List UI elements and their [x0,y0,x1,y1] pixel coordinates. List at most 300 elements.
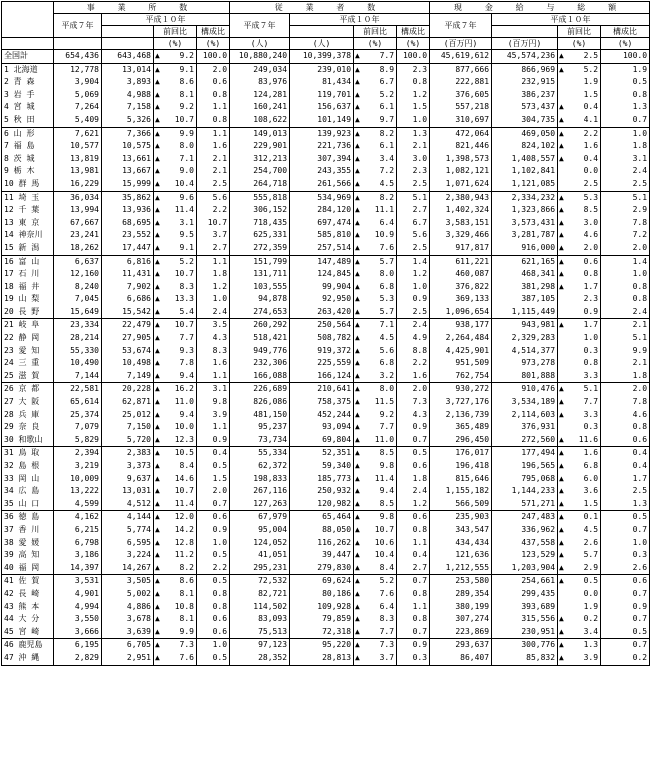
est-h7-cell: 13,819 [54,153,102,166]
table-row [2,178,650,191]
est-h10-cell: 2,951 [102,652,154,665]
prefecture-cell: 28 兵 庫 [2,409,54,422]
emp-prev-ratio-cell [354,396,397,409]
emp-composition-cell: 2.4 [397,485,430,498]
est-composition-cell: 1.1 [197,370,230,383]
wage-composition-cell: 1.7 [601,473,650,486]
table-row [2,319,650,332]
emp-h10-cell: 92,950 [290,293,354,306]
value: 3.3 [583,409,599,419]
value: 3.4 [379,153,395,163]
emp-prev-ratio-cell [354,140,397,153]
est-prev-ratio-cell [154,357,197,370]
wage-h7-cell: 2,264,484 [430,332,492,345]
decrease-triangle-icon: ▲ [559,537,564,547]
value: 4.1 [583,114,599,124]
wage-h10-cell: 1,144,233 [492,485,558,498]
emp-h7-cell: 306,152 [230,204,290,217]
decrease-triangle-icon: ▲ [559,281,564,291]
emp-composition-cell: 7.3 [397,396,430,409]
emp-h7-cell: 83,976 [230,76,290,89]
emp-h10-cell: 65,464 [290,511,354,524]
wage-composition-cell: 0.7 [601,613,650,626]
header-composition: 構成比 [601,26,650,38]
decrease-triangle-icon: ▲ [155,486,160,496]
wage-prev-ratio-cell [558,165,601,178]
est-prev-ratio-cell [154,50,197,64]
wage-h7-cell: 45,619,612 [430,50,492,64]
emp-composition-cell: 0.9 [397,421,430,434]
decrease-triangle-icon: ▲ [355,294,360,304]
wage-prev-ratio-cell [558,575,601,588]
emp-composition-cell: 1.5 [397,101,430,114]
wage-prev-ratio-cell [558,114,601,127]
prefecture-cell: 19 山 梨 [2,293,54,306]
emp-composition-cell: 1.6 [397,370,430,383]
decrease-triangle-icon: ▲ [559,114,564,124]
emp-prev-ratio-cell [354,229,397,242]
emp-h7-cell: 62,372 [230,460,290,473]
table-row [2,549,650,562]
table-row [2,396,650,409]
header-unit-pct: (%) [354,38,397,50]
wage-h7-cell: 762,754 [430,370,492,383]
value: 11.5 [374,397,395,407]
est-prev-ratio-cell [154,165,197,178]
decrease-triangle-icon: ▲ [559,230,564,240]
est-h10-cell: 25,012 [102,409,154,422]
est-h10-cell: 6,686 [102,293,154,306]
wage-prev-ratio-cell [558,357,601,370]
emp-prev-ratio-cell [354,127,397,140]
prefecture-cell: 40 福 岡 [2,562,54,575]
wage-prev-ratio-cell [558,319,601,332]
est-h10-cell: 643,468 [102,50,154,64]
est-prev-ratio-cell [154,498,197,511]
decrease-triangle-icon: ▲ [355,652,360,662]
decrease-triangle-icon: ▲ [559,269,564,279]
decrease-triangle-icon: ▲ [355,242,360,252]
value: 7.7 [583,397,599,407]
emp-composition-cell: 5.6 [397,229,430,242]
emp-h10-cell: 250,932 [290,485,354,498]
wage-h7-cell: 222,881 [430,76,492,89]
decrease-triangle-icon: ▲ [559,128,564,138]
decrease-triangle-icon: ▲ [155,205,160,215]
table-row [2,421,650,434]
value: 1.9 [583,77,599,87]
wage-prev-ratio-cell [558,50,601,64]
emp-composition-cell: 4.3 [397,409,430,422]
emp-prev-ratio-cell [354,473,397,486]
est-prev-ratio-cell [154,114,197,127]
wage-h10-cell: 386,237 [492,89,558,102]
header-composition: 構成比 [197,26,230,38]
wage-composition-cell: 0.5 [601,511,650,524]
value: 11.2 [174,550,194,560]
emp-h7-cell: 95,004 [230,524,290,537]
est-h7-cell: 14,397 [54,562,102,575]
value: 11.1 [374,205,395,215]
emp-composition-cell: 6.7 [397,217,430,230]
prefecture-cell: 41 佐 賀 [2,575,54,588]
header-blank [102,26,154,38]
value: 10.8 [174,601,194,611]
wage-composition-cell: 0.2 [601,652,650,665]
decrease-triangle-icon: ▲ [155,192,160,202]
est-h10-cell: 7,366 [102,127,154,140]
emp-composition-cell: 3.0 [397,153,430,166]
emp-composition-cell: 0.9 [397,293,430,306]
value: 10.7 [174,114,194,124]
est-h10-cell: 4,144 [102,511,154,524]
est-prev-ratio-cell [154,409,197,422]
est-h7-cell: 5,829 [54,434,102,447]
decrease-triangle-icon: ▲ [355,524,360,534]
wage-h10-cell: 2,329,283 [492,332,558,345]
wage-h7-cell: 369,133 [430,293,492,306]
decrease-triangle-icon: ▲ [355,306,360,316]
est-prev-ratio-cell [154,562,197,575]
value: 11.4 [174,498,194,508]
est-h10-cell: 2,383 [102,447,154,460]
emp-h10-cell: 39,447 [290,549,354,562]
value: 7.7 [379,422,395,432]
emp-h10-cell: 225,559 [290,357,354,370]
wage-prev-ratio-cell [558,447,601,460]
est-h10-cell: 53,674 [102,345,154,358]
wage-prev-ratio-cell [558,281,601,294]
est-h10-cell: 4,988 [102,89,154,102]
wage-composition-cell: 5.1 [601,191,650,204]
wage-h7-cell: 821,446 [430,140,492,153]
value: 8.4 [379,562,395,572]
wage-composition-cell: 2.1 [601,319,650,332]
est-composition-cell: 0.8 [197,601,230,614]
value: 8.0 [179,141,194,151]
wage-composition-cell: 7.8 [601,217,650,230]
emp-h10-cell: 124,845 [290,268,354,281]
est-composition-cell: 8.3 [197,345,230,358]
emp-h10-cell: 93,094 [290,421,354,434]
wage-h7-cell: 307,274 [430,613,492,626]
est-h10-cell: 7,902 [102,281,154,294]
emp-h7-cell: 75,513 [230,626,290,639]
wage-composition-cell: 2.1 [601,357,650,370]
est-h10-cell: 11,431 [102,268,154,281]
est-composition-cell: 10.7 [197,217,230,230]
value: 9.5 [179,230,194,240]
wage-h10-cell: 437,558 [492,537,558,550]
header-unit-blank [54,38,102,50]
prefecture-cell: 31 鳥 取 [2,447,54,460]
wage-h10-cell: 272,560 [492,434,558,447]
value: 6.1 [379,102,395,112]
est-composition-cell: 2.0 [197,63,230,76]
emp-composition-cell: 1.0 [397,281,430,294]
est-h10-cell: 5,720 [102,434,154,447]
est-prev-ratio-cell [154,101,197,114]
value: 14.6 [174,473,194,483]
wage-h10-cell: 621,165 [492,255,558,268]
emp-h10-cell: 585,810 [290,229,354,242]
wage-composition-cell: 0.4 [601,447,650,460]
emp-h7-cell: 555,818 [230,191,290,204]
wage-h7-cell: 289,354 [430,588,492,601]
decrease-triangle-icon: ▲ [155,320,160,330]
table-row [2,217,650,230]
est-prev-ratio-cell [154,626,197,639]
table-row [2,370,650,383]
est-h7-cell: 3,550 [54,613,102,626]
prefecture-cell: 24 三 重 [2,357,54,370]
est-h10-cell: 3,893 [102,76,154,89]
wage-composition-cell: 0.8 [601,293,650,306]
est-prev-ratio-cell [154,281,197,294]
emp-h7-cell: 73,734 [230,434,290,447]
est-h7-cell: 5,069 [54,89,102,102]
decrease-triangle-icon: ▲ [155,498,160,508]
wage-h7-cell: 4,425,901 [430,345,492,358]
emp-h7-cell: 114,502 [230,601,290,614]
wage-h7-cell: 1,082,121 [430,165,492,178]
emp-h10-cell: 59,340 [290,460,354,473]
emp-h7-cell: 229,901 [230,140,290,153]
value: 9.2 [179,102,194,112]
value: 12.0 [174,512,194,522]
wage-composition-cell: 5.1 [601,332,650,345]
prefecture-cell: 35 山 口 [2,498,54,511]
prefecture-cell: 2 青 森 [2,76,54,89]
value: 6.4 [379,601,395,611]
est-h7-cell: 22,581 [54,383,102,396]
table-row [2,485,650,498]
wage-prev-ratio-cell [558,255,601,268]
est-h10-cell: 6,816 [102,255,154,268]
wage-h7-cell: 365,489 [430,421,492,434]
header-prev-ratio: 前回比 [558,26,601,38]
est-prev-ratio-cell [154,396,197,409]
prefecture-cell: 47 沖 縄 [2,652,54,665]
decrease-triangle-icon: ▲ [559,434,564,444]
decrease-triangle-icon: ▲ [355,601,360,611]
emp-composition-cell: 1.2 [397,89,430,102]
value: 2.5 [583,51,599,60]
prefecture-cell: 18 福 井 [2,281,54,294]
table-row [2,242,650,255]
value: 0.3 [583,422,599,432]
decrease-triangle-icon: ▲ [559,461,564,470]
emp-prev-ratio-cell [354,242,397,255]
est-composition-cell: 0.5 [197,652,230,665]
emp-h10-cell: 109,928 [290,601,354,614]
wage-composition-cell: 9.9 [601,345,650,358]
emp-composition-cell: 1.1 [397,601,430,614]
wage-prev-ratio-cell [558,588,601,601]
decrease-triangle-icon: ▲ [355,205,360,215]
value: 8.6 [179,77,194,87]
wage-composition-cell: 0.7 [601,588,650,601]
wage-prev-ratio-cell [558,473,601,486]
est-prev-ratio-cell [154,268,197,281]
decrease-triangle-icon: ▲ [355,345,360,355]
est-composition-cell: 0.4 [197,447,230,460]
wage-prev-ratio-cell [558,268,601,281]
decrease-triangle-icon: ▲ [155,640,160,650]
wage-h7-cell: 121,636 [430,549,492,562]
value: 9.4 [179,370,194,380]
value: 9.2 [179,51,194,60]
wage-composition-cell: 2.6 [601,562,650,575]
decrease-triangle-icon: ▲ [559,473,564,483]
value: 8.9 [379,64,395,74]
wage-composition-cell: 4.6 [601,409,650,422]
wage-prev-ratio-cell [558,498,601,511]
prefecture-cell: 10 群 馬 [2,178,54,191]
decrease-triangle-icon: ▲ [559,486,564,496]
est-h7-cell: 4,901 [54,588,102,601]
est-prev-ratio-cell [154,153,197,166]
est-h7-cell: 55,330 [54,345,102,358]
value: 10.7 [174,269,194,279]
prefecture-cell: 29 奈 良 [2,421,54,434]
emp-h10-cell: 101,149 [290,114,354,127]
table-row [2,76,650,89]
value: 9.4 [379,486,395,496]
est-composition-cell: 9.8 [197,396,230,409]
emp-composition-cell: 0.8 [397,524,430,537]
decrease-triangle-icon: ▲ [155,242,160,252]
value: 5.3 [583,192,599,202]
wage-h10-cell: 571,271 [492,498,558,511]
decrease-triangle-icon: ▲ [155,294,160,304]
value: 10.0 [174,422,194,432]
value: 8.2 [379,128,395,138]
emp-h7-cell: 67,979 [230,511,290,524]
est-composition-cell: 0.6 [197,613,230,626]
emp-prev-ratio-cell [354,191,397,204]
est-h7-cell: 4,162 [54,511,102,524]
decrease-triangle-icon: ▲ [559,409,564,419]
prefecture-cell: 46 鹿児島 [2,639,54,652]
decrease-triangle-icon: ▲ [355,448,360,458]
emp-h10-cell: 116,262 [290,537,354,550]
est-prev-ratio-cell [154,255,197,268]
emp-h7-cell: 249,034 [230,63,290,76]
wage-h10-cell: 315,556 [492,613,558,626]
est-h7-cell: 5,409 [54,114,102,127]
est-composition-cell: 0.7 [197,498,230,511]
decrease-triangle-icon: ▲ [355,320,360,330]
wage-h7-cell: 611,221 [430,255,492,268]
table-row [2,639,650,652]
wage-h10-cell: 824,102 [492,140,558,153]
emp-composition-cell: 2.3 [397,165,430,178]
wage-h7-cell: 566,509 [430,498,492,511]
value: 2.0 [583,242,599,252]
est-composition-cell: 1.5 [197,473,230,486]
prefecture-cell: 13 東 京 [2,217,54,230]
decrease-triangle-icon: ▲ [155,77,160,87]
est-h7-cell: 67,667 [54,217,102,230]
decrease-triangle-icon: ▲ [355,358,360,368]
est-composition-cell: 2.1 [197,165,230,178]
emp-h10-cell: 279,830 [290,562,354,575]
est-composition-cell: 3.9 [197,409,230,422]
value: 0.0 [583,588,599,598]
emp-h10-cell: 250,564 [290,319,354,332]
table-row [2,626,650,639]
emp-prev-ratio-cell [354,383,397,396]
est-composition-cell: 1.6 [197,140,230,153]
value: 8.5 [583,205,599,215]
wage-prev-ratio-cell [558,485,601,498]
wage-composition-cell: 1.8 [601,140,650,153]
table-row [2,281,650,294]
value: 3.9 [583,652,599,662]
prefecture-cell: 11 埼 玉 [2,191,54,204]
wage-h10-cell: 85,832 [492,652,558,665]
decrease-triangle-icon: ▲ [559,397,564,407]
decrease-triangle-icon: ▲ [155,512,160,522]
decrease-triangle-icon: ▲ [355,537,360,547]
wage-h7-cell: 1,071,624 [430,178,492,191]
est-h10-cell: 3,373 [102,460,154,473]
est-h10-cell: 9,637 [102,473,154,486]
value: 9.9 [179,128,194,138]
est-h10-cell: 3,639 [102,626,154,639]
emp-h10-cell: 10,399,378 [290,50,354,64]
wage-prev-ratio-cell [558,242,601,255]
emp-composition-cell: 100.0 [397,50,430,64]
emp-h7-cell: 274,653 [230,306,290,319]
emp-composition-cell: 2.1 [397,140,430,153]
emp-prev-ratio-cell [354,114,397,127]
emp-prev-ratio-cell [354,101,397,114]
table-row [2,140,650,153]
emp-h7-cell: 260,292 [230,319,290,332]
wage-prev-ratio-cell [558,460,601,473]
est-h7-cell: 2,394 [54,447,102,460]
value: 3.4 [583,626,599,636]
decrease-triangle-icon: ▲ [559,640,564,650]
decrease-triangle-icon: ▲ [355,102,360,112]
value: 7.8 [179,358,194,368]
wage-prev-ratio-cell [558,652,601,665]
wage-prev-ratio-cell [558,217,601,230]
emp-h10-cell: 28,813 [290,652,354,665]
value: 11.6 [578,434,599,444]
emp-h10-cell: 99,904 [290,281,354,294]
wage-prev-ratio-cell [558,396,601,409]
decrease-triangle-icon: ▲ [155,128,160,138]
table-row [2,229,650,242]
wage-h7-cell: 460,087 [430,268,492,281]
decrease-triangle-icon: ▲ [355,422,360,432]
decrease-triangle-icon: ▲ [155,178,160,188]
wage-h7-cell: 223,869 [430,626,492,639]
est-composition-cell: 2.1 [197,153,230,166]
table-row [2,204,650,217]
prefecture-cell: 4 宮 城 [2,101,54,114]
wage-prev-ratio-cell [558,140,601,153]
est-h7-cell: 10,490 [54,357,102,370]
decrease-triangle-icon: ▲ [155,448,160,458]
est-composition-cell: 1.1 [197,127,230,140]
wage-composition-cell: 2.5 [601,178,650,191]
table-row [2,588,650,601]
emp-h10-cell: 185,773 [290,473,354,486]
